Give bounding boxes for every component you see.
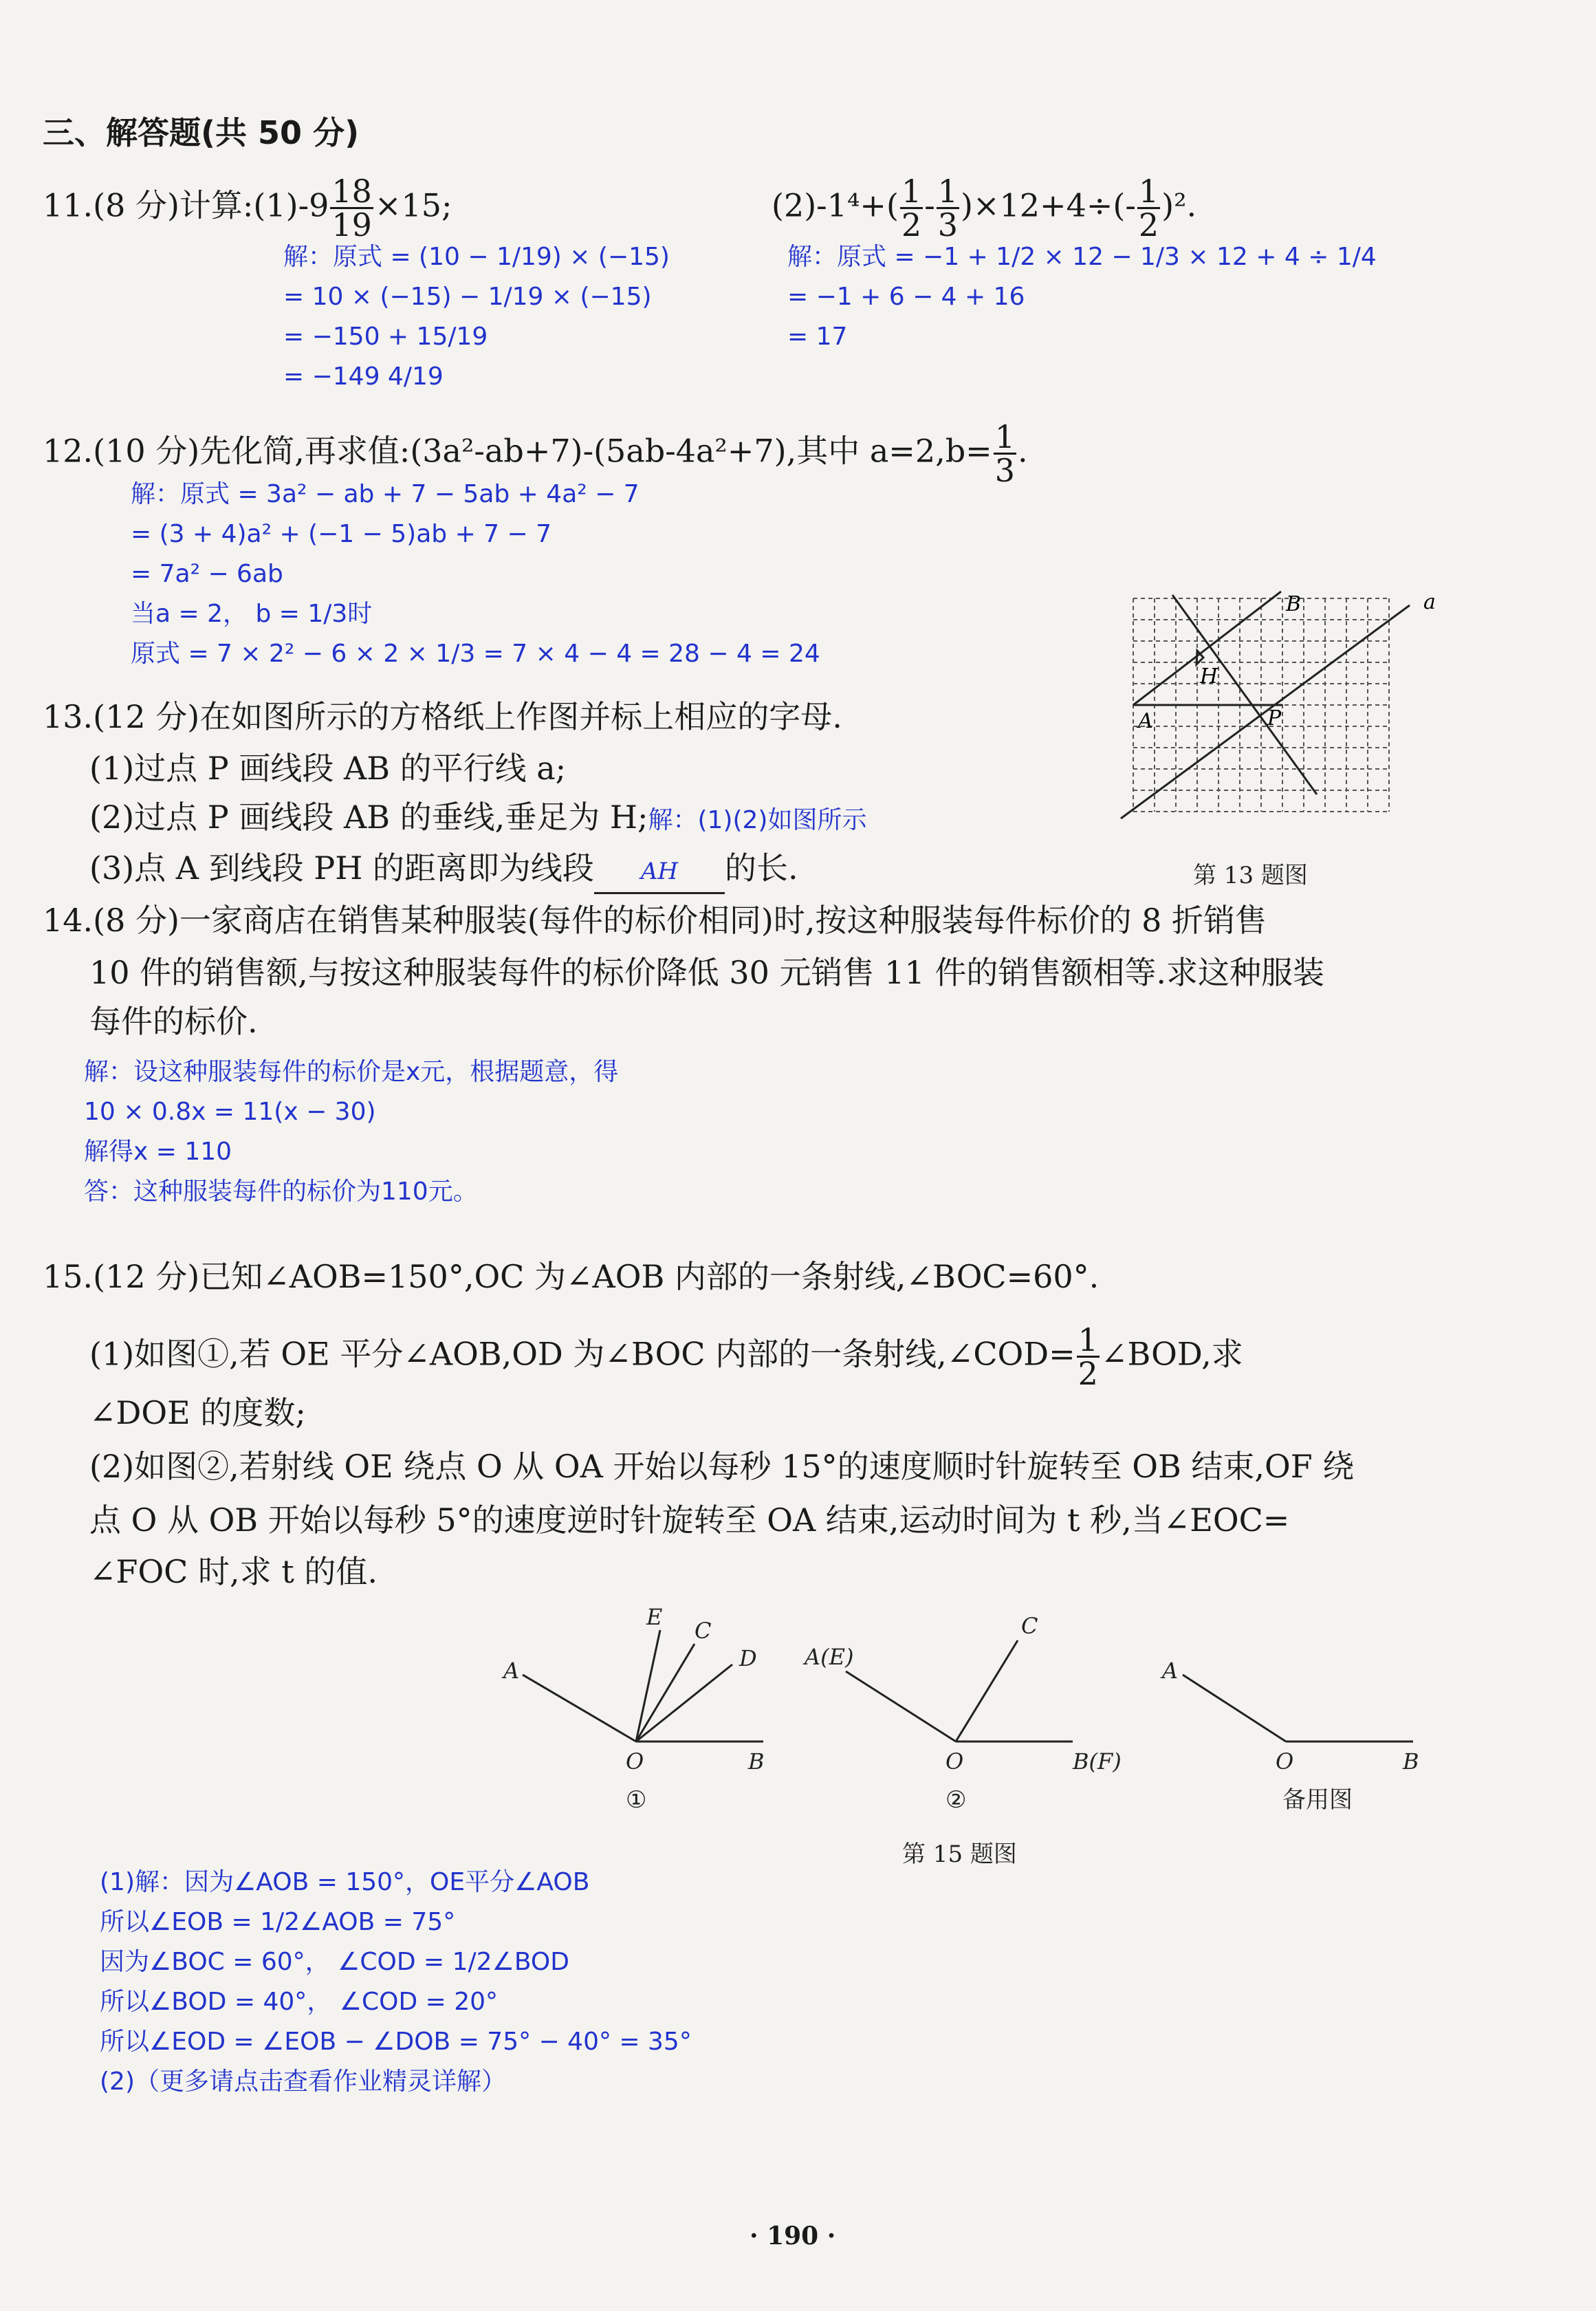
- q11-solution-1: 解：原式 = (10 − 1/19) × (−15) = 10 × (−15) − 1/19 × (−15) = −150 + 15/19 = −149 4/19: [283, 243, 670, 391]
- fig3-label-A: A: [1162, 1658, 1179, 1684]
- q15-figures: [481, 1589, 1458, 1823]
- q15-line2: (1)如图①,若 OE 平分∠AOB,OD 为∠BOC 内部的一条射线,∠COD= $\frac{1}{2}$ ∠BOD,求: [89, 1321, 1243, 1392]
- q15-caption: 第 15 题图: [902, 1841, 1017, 1868]
- q13-caption: 第 13 题图: [1193, 862, 1308, 889]
- fig1-label-C: C: [695, 1618, 712, 1644]
- section-title: 三、解答题(共 50 分): [43, 114, 360, 151]
- q15-line4: (2)如图②,若射线 OE 绕点 O 从 OA 开始以每秒 15°的速度顺时针旋转至 OB 结束,OF 绕: [89, 1448, 1355, 1485]
- q13-part2: (2)过点 P 画线段 AB 的垂线,垂足为 H;解：(1)(2)如图所示: [89, 799, 867, 836]
- fig1-label-O: O: [626, 1748, 644, 1775]
- q13-label-A: A: [1138, 709, 1153, 733]
- q11-part2: (2)-1⁴+( $\frac{1}{2}$ - $\frac{1}{3}$ )×12+4÷(- $\frac{1}{2}$ )².: [772, 173, 1197, 243]
- q12-stem: 12.(10 分)先化简,再求值:(3a²-ab+7)-(5ab-4a²+7),其中 a=2,b= $\frac{1}{3}$ .: [43, 418, 1028, 489]
- q13-stem: 13.(12 分)在如图所示的方格纸上作图并标上相应的字母.: [43, 698, 842, 735]
- fig1-number: ①: [626, 1786, 647, 1814]
- q13-label-B: B: [1286, 592, 1302, 616]
- fig2-label-A: A(E): [805, 1644, 854, 1670]
- fig1-label-B: B: [748, 1748, 765, 1775]
- q11-stem: 11.(8 分)计算:(1)-9 $\frac{18}{19}$ ×15;: [43, 173, 452, 243]
- q14-line2: 10 件的销售额,与按这种服装每件的标价降低 30 元销售 11 件的销售额相等.求这种服装: [89, 954, 1324, 991]
- q15-line3: ∠DOE 的度数;: [89, 1394, 306, 1431]
- fig2-number: ②: [945, 1786, 967, 1814]
- q14-line1: 14.(8 分)一家商店在销售某种服装(每件的标价相同)时,按这种服装每件标价的 8 折销售: [43, 902, 1267, 939]
- q14-line3: 每件的标价.: [89, 1003, 258, 1040]
- fig2-label-O: O: [945, 1748, 964, 1775]
- q11-solution-2: 解：原式 = −1 + 1/2 × 12 − 1/3 × 12 + 4 ÷ 1/4 = −1 + 6 − 4 + 16 = 17: [787, 243, 1377, 351]
- fig1-label-E: E: [646, 1604, 663, 1630]
- q13-blank: AH: [594, 847, 725, 894]
- q13-part3: (3)点 A 到线段 PH 的距离即为线段 AH 的长.: [89, 847, 798, 894]
- fig3-number: 备用图: [1282, 1786, 1353, 1814]
- q13-label-P: P: [1267, 706, 1282, 730]
- fig1-label-D: D: [739, 1645, 757, 1671]
- q12-solution: 解：原式 = 3a² − ab + 7 − 5ab + 4a² − 7 = (3 + 4)a² + (−1 − 5)ab + 7 − 7 = 7a² − 6ab 当a = 2， b = 1/3时 原式 = 7 × 2² − 6 × 2 × 1/3 = 7 × 4 − 4 = 28 − 4 = 24: [131, 480, 820, 668]
- q15-line5: 点 O 从 OB 开始以每秒 5°的速度逆时针旋转至 OA 结束,运动时间为 t 秒,当∠EOC=: [89, 1501, 1290, 1539]
- q13-label-a: a: [1423, 590, 1436, 614]
- q13-answer-note: 解：(1)(2)如图所示: [648, 806, 867, 834]
- q13-part1: (1)过点 P 画线段 AB 的平行线 a;: [89, 750, 567, 787]
- fig2-label-C: C: [1021, 1613, 1038, 1639]
- q14-solution: 解：设这种服装每件的标价是x元，根据题意，得 10 × 0.8x = 11(x − 30) 解得x = 110 答：这种服装每件的标价为110元。: [84, 1058, 619, 1206]
- fig1-label-A: A: [503, 1658, 520, 1684]
- fig3-label-B: B: [1403, 1748, 1419, 1775]
- q15-line6: ∠FOC 时,求 t 的值.: [89, 1553, 378, 1590]
- q13-grid-figure: [1111, 585, 1447, 832]
- fig2-label-B: B(F): [1073, 1748, 1122, 1775]
- page-number: · 190 ·: [750, 2222, 836, 2250]
- q15-solution: (1)解：因为∠AOB = 150°，OE平分∠AOB 所以∠EOB = 1/2∠AOB = 75° 因为∠BOC = 60°， ∠COD = 1/2∠BOD 所以∠BOD = 40°， ∠COD = 20° 所以∠EOD = ∠EOB − ∠DOB = 75° − 40° = 35° (2)（更多请点击查看作业精灵详解）: [100, 1868, 692, 2096]
- q13-label-H: H: [1200, 664, 1218, 688]
- q15-line1: 15.(12 分)已知∠AOB=150°,OC 为∠AOB 内部的一条射线,∠BOC=60°.: [43, 1258, 1100, 1295]
- fig3-label-O: O: [1276, 1748, 1294, 1775]
